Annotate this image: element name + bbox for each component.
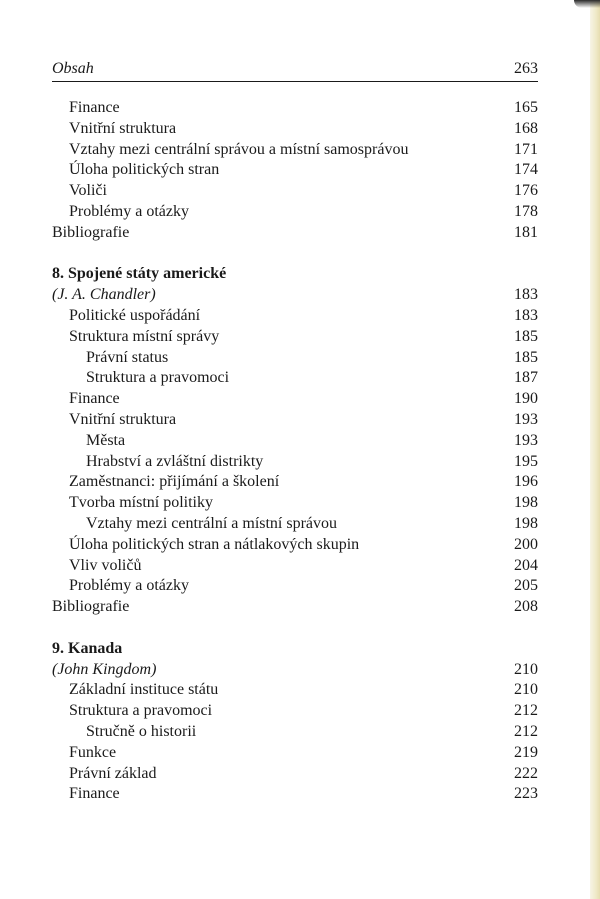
toc-entry-label: Vliv voličů xyxy=(69,556,142,574)
toc-page-number: 171 xyxy=(514,140,538,158)
toc-page-number: 185 xyxy=(514,348,538,366)
chapter-author: (J. A. Chandler) xyxy=(52,286,156,304)
toc-page-number: 198 xyxy=(514,494,538,512)
chapter-author-row xyxy=(52,660,538,681)
toc-page-number: 210 xyxy=(514,681,538,699)
running-header xyxy=(52,60,538,82)
toc-section-chapter-8 xyxy=(52,306,538,618)
toc-entry-label: Bibliografie xyxy=(52,223,130,241)
toc-entry xyxy=(52,722,538,743)
toc-entry-label: Struktura a pravomoci xyxy=(69,702,213,720)
toc-entry-label: Stručně o historii xyxy=(86,722,197,740)
toc-entry-label: Finance xyxy=(69,785,120,803)
toc-entry-label: Struktura a pravomoci xyxy=(86,369,230,387)
toc-entry xyxy=(52,202,538,223)
toc-page-number: 212 xyxy=(514,722,538,740)
chapter-title: 8. Spojené státy americké xyxy=(52,265,227,283)
header-rule xyxy=(52,81,538,82)
toc-entry xyxy=(52,410,538,431)
toc-entry xyxy=(52,784,538,805)
toc-page-number: 187 xyxy=(514,369,538,387)
toc-entry-label: Struktura místní správy xyxy=(69,327,220,345)
toc-entry-label: Základní instituce státu xyxy=(69,681,219,699)
toc-page-number: 205 xyxy=(514,577,538,595)
toc-entry-label: Úloha politických stran xyxy=(69,161,220,179)
toc-entry xyxy=(52,306,538,327)
toc-entry xyxy=(52,764,538,785)
toc-section-chapter-9 xyxy=(52,680,538,805)
toc-entry-label: Právní status xyxy=(86,348,169,366)
section-gap xyxy=(52,244,538,265)
toc-page-number: 222 xyxy=(514,764,538,782)
toc-entry xyxy=(52,493,538,514)
chapter-heading xyxy=(52,264,538,285)
toc-page-number: 178 xyxy=(514,202,538,220)
toc-entry xyxy=(52,431,538,452)
toc-entry-label: Finance xyxy=(69,390,120,408)
chapter-author-row xyxy=(52,285,538,306)
toc-entry-label: Vztahy mezi centrální správou a místní samosprávou xyxy=(69,140,409,158)
toc-entry xyxy=(52,743,538,764)
toc-entry-label: Úloha politických stran a nátlakových skupin xyxy=(69,535,360,553)
table-of-contents xyxy=(52,98,538,805)
toc-page-number: 165 xyxy=(514,99,538,116)
toc-entry-label: Právní základ xyxy=(69,764,157,782)
toc-page-number: 176 xyxy=(514,182,538,200)
chapter-author: (John Kingdom) xyxy=(52,660,157,678)
chapter-title: 9. Kanada xyxy=(52,639,123,657)
page-edge xyxy=(590,0,600,899)
toc-entry-label: Vnitřní struktura xyxy=(69,119,177,137)
toc-entry xyxy=(52,98,538,119)
toc-entry-label: Finance xyxy=(69,99,120,116)
toc-entry-label: Bibliografie xyxy=(52,598,130,616)
toc-page-number: 193 xyxy=(514,431,538,449)
toc-section-previous xyxy=(52,98,538,244)
toc-entry xyxy=(52,389,538,410)
toc-entry-label: Voliči xyxy=(69,182,107,200)
toc-entry-label: Zaměstnanci: přijímání a školení xyxy=(69,473,280,491)
toc-page-number: 183 xyxy=(514,286,538,304)
toc-entry xyxy=(52,680,538,701)
toc-entry xyxy=(52,327,538,348)
page-corner-shadow xyxy=(574,0,600,8)
toc-entry-label: Tvorba místní politiky xyxy=(69,494,213,512)
toc-entry xyxy=(52,701,538,722)
toc-entry xyxy=(52,514,538,535)
toc-page-number: 212 xyxy=(514,702,538,720)
running-header-title: Obsah xyxy=(52,60,94,77)
toc-page-number: 185 xyxy=(514,327,538,345)
toc-entry-label: Problémy a otázky xyxy=(69,577,189,595)
toc-entry xyxy=(52,223,538,244)
toc-page-number: 208 xyxy=(514,598,538,616)
toc-page-number: 204 xyxy=(514,556,538,574)
toc-page-number: 196 xyxy=(514,473,538,491)
toc-page-number: 210 xyxy=(514,660,538,678)
toc-entry-label: Problémy a otázky xyxy=(69,202,189,220)
toc-entry xyxy=(52,472,538,493)
toc-page-number: 168 xyxy=(514,119,538,137)
toc-page-number: 200 xyxy=(514,535,538,553)
toc-entry-label: Vztahy mezi centrální a místní správou xyxy=(86,514,338,532)
toc-page-number: 190 xyxy=(514,390,538,408)
toc-page-number: 181 xyxy=(514,223,538,241)
toc-entry xyxy=(52,597,538,618)
toc-entry-label: Funkce xyxy=(69,743,117,761)
toc-entry xyxy=(52,348,538,369)
toc-entry-label: Vnitřní struktura xyxy=(69,410,177,428)
toc-page-number: 198 xyxy=(514,514,538,532)
toc-page-number: 193 xyxy=(514,410,538,428)
toc-page-number: 183 xyxy=(514,306,538,324)
toc-entry xyxy=(52,160,538,181)
toc-entry-label: Hrabství a zvláštní distrikty xyxy=(86,452,264,470)
toc-entry xyxy=(52,368,538,389)
toc-page-number: 219 xyxy=(514,743,538,761)
chapter-heading xyxy=(52,639,538,660)
toc-entry xyxy=(52,140,538,161)
toc-entry-label: Města xyxy=(86,431,126,449)
toc-entry xyxy=(52,119,538,140)
toc-entry xyxy=(52,452,538,473)
toc-entry xyxy=(52,576,538,597)
toc-page-number: 223 xyxy=(514,785,538,803)
toc-entry xyxy=(52,556,538,577)
toc-entry xyxy=(52,181,538,202)
section-gap xyxy=(52,618,538,639)
toc-page-number: 174 xyxy=(514,161,538,179)
toc-entry xyxy=(52,535,538,556)
page-number: 263 xyxy=(514,60,538,77)
toc-page-number: 195 xyxy=(514,452,538,470)
toc-entry-label: Politické uspořádání xyxy=(69,306,201,324)
